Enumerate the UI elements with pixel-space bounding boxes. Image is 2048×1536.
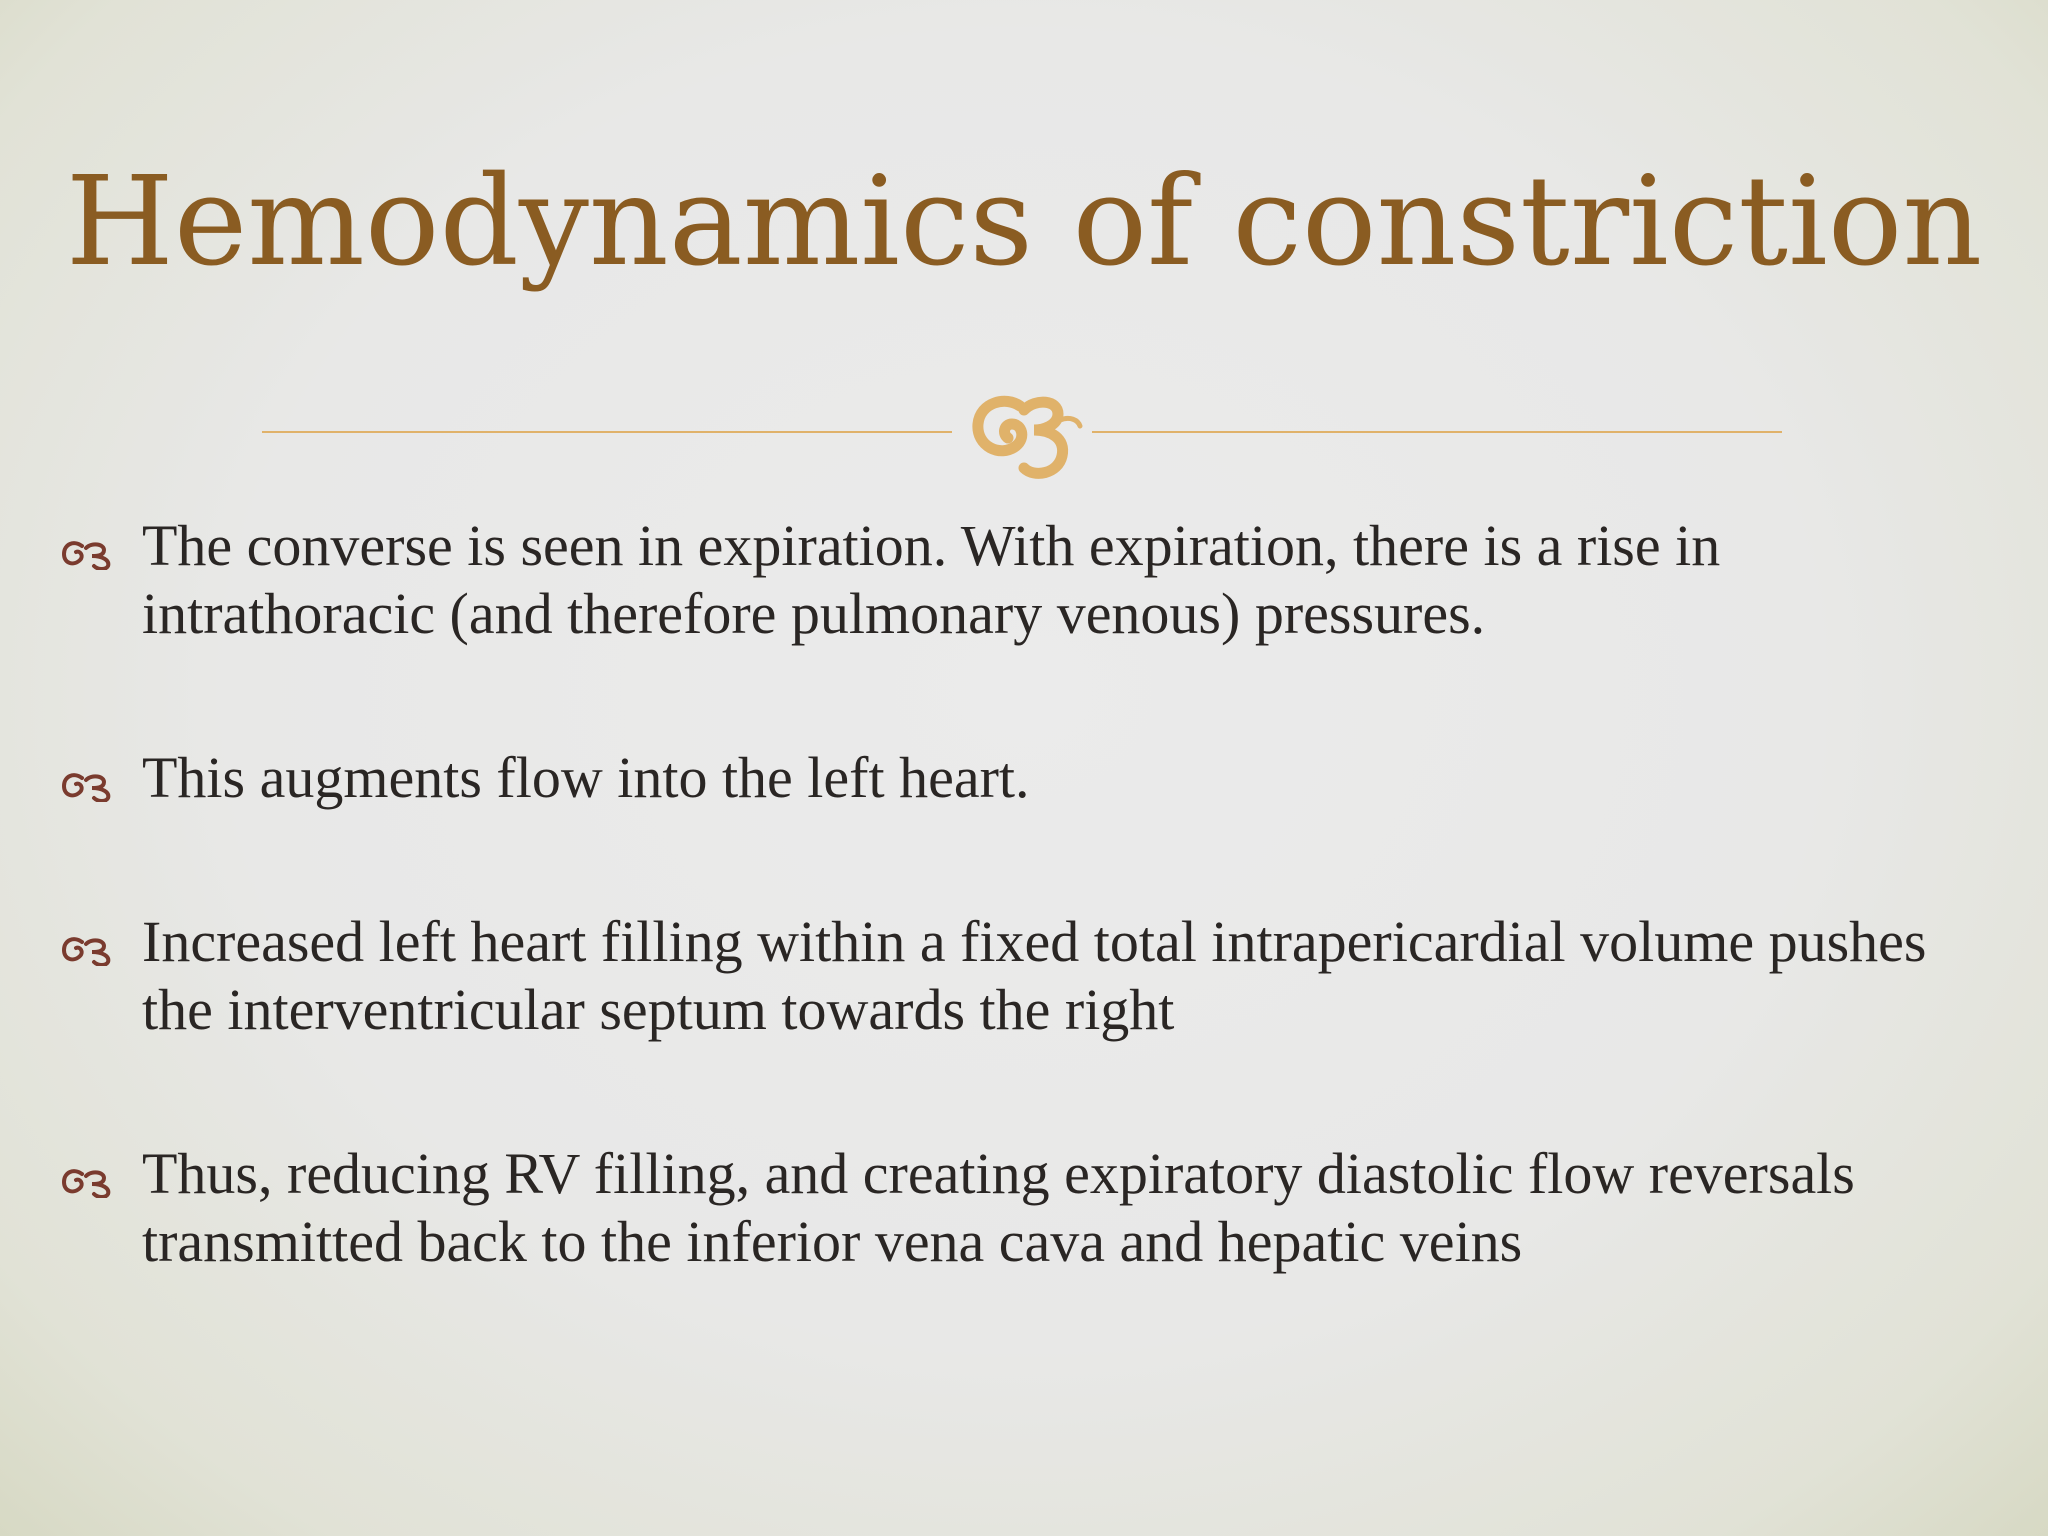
bullet-item [60,1140,1990,1276]
title-divider [262,380,1782,484]
bullet-list [60,512,1990,1372]
bullet-text: The converse is seen in expiration. With expiration, there is a rise in intrathoracic (and therefore pulmonary venous) pressures. [142,513,1721,646]
bullet-text: Thus, reducing RV filling, and creating expiratory diastolic flow reversals transmitted back to the inferior vena cava and hepatic veins [142,1141,1855,1274]
bullet-item [60,744,1990,812]
curl-bullet-icon [60,934,118,966]
divider-line-left [262,431,952,433]
swirl-ornament-icon [952,380,1092,484]
slide-title: Hemodynamics of constriction [65,150,1983,294]
curl-bullet-icon [60,770,118,802]
bullet-text: Increased left heart filling within a fixed total intrapericardial volume pushes the interventricular septum towards the right [142,909,1927,1042]
bullet-text: This augments flow into the left heart. [142,745,1030,810]
bullet-item [60,908,1990,1044]
curl-bullet-icon [60,538,118,570]
divider-line-right [1092,431,1782,433]
bullet-item [60,512,1990,648]
curl-bullet-icon [60,1166,118,1198]
